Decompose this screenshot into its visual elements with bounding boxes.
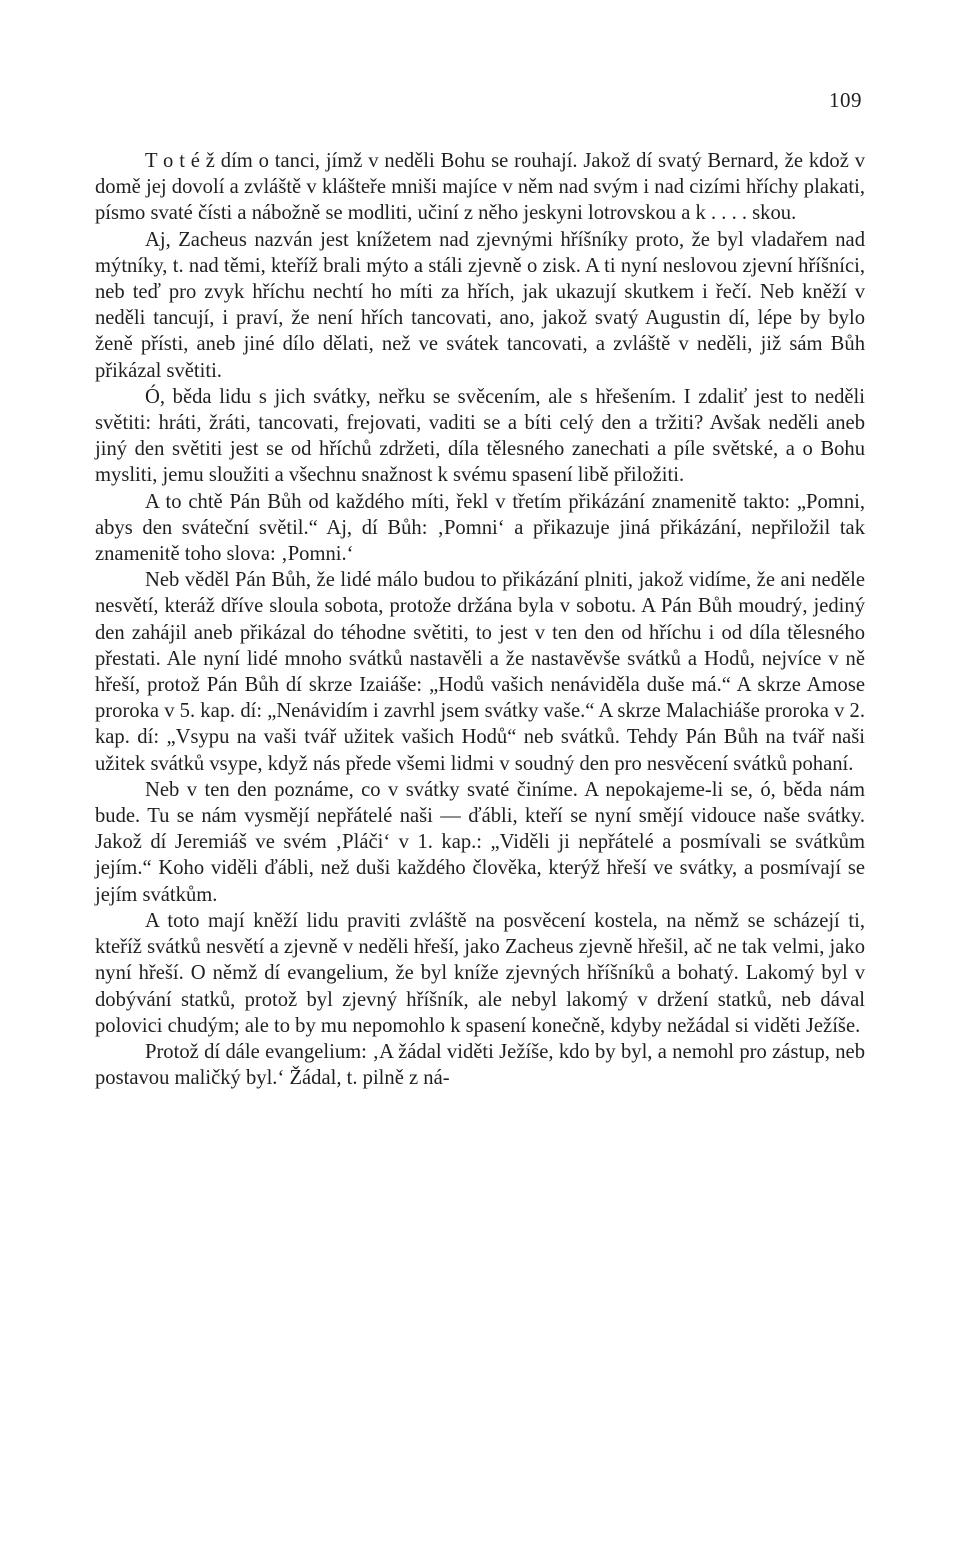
paragraph: Protož dí dále evangelium: ‚A žádal viděti Ježíše, kdo by byl, a nemohl pro zástup, neb postavou maličký byl.‘ Žádal, t. pilně z ná- <box>95 1040 865 1090</box>
paragraph: Neb věděl Pán Bůh, že lidé málo budou to přikázání plniti, jakož vidíme, že ani neděle nesvětí, kteráž dříve sloula sobota, protože držána byla v sobotu. A Pán Bůh moudrý, jediný den zahájil aneb přikázal do téhodne světiti, to jest v ten den od hříchu i od díla tělesného přestati. Ale nyní lidé mnoho svátků nastavěli a že nastavěvše svátků a Hodů, nejvíce v ně hřeší, protož Pán Bůh dí skrze Izaiáše: „Hodů vašich nenáviděla duše má.“ A skrze Amose proroka v 5. kap. dí: „Nenávidím i zavrhl jsem svátky vaše.“ A skrze Malachiáše proroka v 2. kap. dí: „Vsypu na vaši tvář užitek vašich Hodů“ neb svátků. Tehdy Pán Bůh na tvář naši užitek svátků vsype, když nás přede všemi lidmi v soudný den pro nesvěcení svátků pohaní. <box>95 569 865 775</box>
paragraph: Neb v ten den poznáme, co v svátky svaté činíme. A nepokajeme-li se, ó, běda nám bude. Tu se nám vysmějí nepřátelé naši — ďábli, kteří se nyní smějí vidouce naše svátky. Jakož dí Jeremiáš ve svém ‚Pláči‘ v 1. kap.: „Viděli ji nepřátelé a posmívali se svátkům jejím.“ Koho viděli ďábli, než duši každého člověka, kterýž hřeší ve svátky, a posmívají se jejím svátkům. <box>95 778 865 906</box>
body-text <box>95 148 865 1091</box>
paragraph: Aj, Zacheus nazván jest knížetem nad zjevnými hříšníky proto, že byl vladařem nad mýtníky, t. nad těmi, kteříž brali mýto a stáli zjevně o zisk. A ti nyní neslovou zjevní hříšníci, neb teď pro zvyk hříchu nechtí ho míti za hřích, jak ukazují skutkem i řečí. Neb kněží v neděli tancují, i praví, že není hřích tancovati, ano, jakož svatý Augustin dí, lépe by bylo ženě přísti, aneb jiné dílo dělati, než ve svátek tancovati, a zvláště v neděli, již sám Bůh přikázal světiti. <box>95 228 865 382</box>
paragraph: T o t é ž dím o tanci, jímž v neděli Bohu se rouhají. Jakož dí svatý Bernard, že kdož v domě jej dovolí a zvláště v klášteře mniši majíce v něm nad svým i nad cizími hříchy plakati, písmo svaté čísti a nábožně se modliti, učiní z něho jeskyni lotrovskou a k . . . . skou. <box>95 150 865 225</box>
paragraph: A toto mají kněží lidu praviti zvláště na posvěcení kostela, na němž se scházejí ti, kteříž svátků nesvětí a zjevně v neděli hřeší, jako Zacheus zjevně hřešil, ač ne tak velmi, jako nyní hřeší. O němž dí evangelium, že byl kníže zjevných hříšníků a bohatý. Lakomý byl v dobývání statků, protož byl zjevný hříšník, ale nebyl lakomý v držení statků, neb dával polovici chudým; ale to by mu nepomohlo k spasení konečně, kdyby nežádal si viděti Ježíše. <box>95 909 865 1037</box>
page-number: 109 <box>829 88 862 112</box>
paragraph: A to chtě Pán Bůh od každého míti, řekl v třetím přikázání znamenitě takto: „Pomni, abys den sváteční světil.“ Aj, dí Bůh: ‚Pomni‘ a přikazuje jiná přikázání, nepřiložil tak znamenitě toho slova: ‚Pomni.‘ <box>95 490 865 566</box>
paragraph: Ó, běda lidu s jich svátky, neřku se svěcením, ale s hřešením. I zdaliť jest to neděli světiti: hráti, žráti, tancovati, frejovati, vaditi se a bíti celý den a tržiti? Avšak neděli aneb jiný den světiti jest se od hříchů zdržeti, díla tělesného zanechati a píle světské, a o Bohu mysliti, jemu sloužiti a všechnu snažnost k svému spasení libě přiložiti. <box>95 385 865 487</box>
